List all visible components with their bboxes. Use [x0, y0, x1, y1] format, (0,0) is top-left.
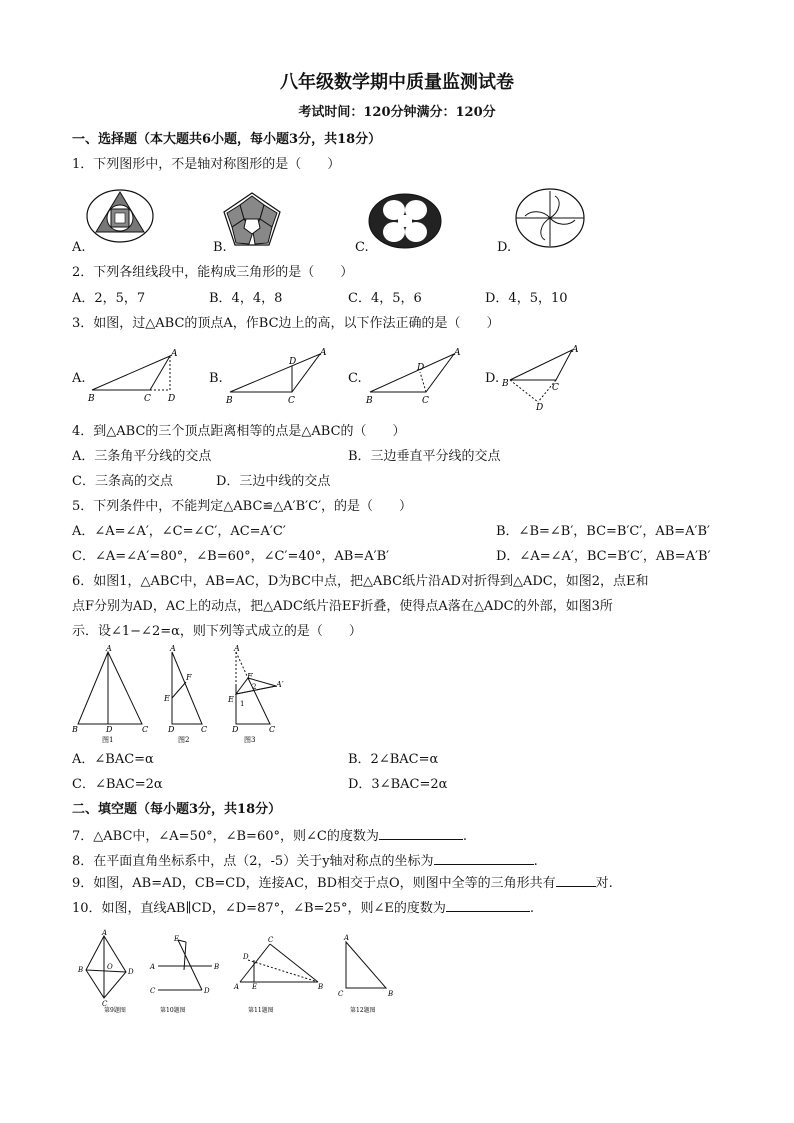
fig3-label-d: D	[232, 725, 239, 734]
fig-q10	[148, 930, 228, 1014]
fig11-label-c: C	[268, 936, 274, 944]
fig9-label-b: B	[78, 966, 84, 974]
q10-stem: 10．如图，直线AB∥CD，∠D=87°，∠B=25°，则∠E的度数为	[72, 901, 446, 916]
fig9-label-c: C	[102, 1000, 108, 1008]
fig12-caption: 第12题图	[350, 1007, 376, 1014]
q3d-label-a: A	[572, 345, 579, 355]
fig2-label-e: E	[164, 694, 170, 703]
q1-figure-a	[85, 188, 155, 244]
q6-opt-c[interactable]: C．∠BAC=2α	[72, 777, 163, 792]
q8-end: .	[533, 854, 538, 869]
q5-stem: 5．下列条件中，不能判定△ABC≌△A′B′C′，的是（ ）	[72, 499, 413, 514]
q1-opt-b[interactable]: B.	[213, 240, 227, 255]
q10	[72, 899, 534, 917]
q7-end: .	[462, 829, 467, 844]
q3a-label-b: B	[88, 394, 95, 404]
fig11-label-a: A	[234, 983, 240, 991]
q3-opt-d[interactable]: D.	[485, 371, 500, 386]
fig11-caption: 第11题图	[248, 1007, 274, 1014]
q6-line2: 点F分别为AD，AC上的动点，把△ADC纸片沿EF折叠，使得点A落在△ADC的外部，如图3所	[72, 599, 613, 614]
q1-figure-d	[515, 188, 585, 248]
fig11-label-b: B	[318, 983, 324, 991]
q3-opt-b[interactable]: B.	[209, 371, 223, 386]
fig10-caption: 第10题图	[160, 1007, 186, 1014]
q3-opt-a[interactable]: A.	[72, 371, 86, 386]
q9-end: 对.	[595, 876, 613, 891]
fig3-label-f: F	[247, 672, 253, 681]
fig12-label-a: A	[344, 934, 350, 942]
fig1-label-d: D	[106, 725, 113, 734]
q1-opt-c[interactable]: C.	[355, 240, 369, 255]
q8-stem: 8．在平面直角坐标系中，点（2，-5）关于y轴对称点的坐标为	[72, 854, 434, 869]
q3-opt-c[interactable]: C.	[348, 371, 362, 386]
q2-opt-d[interactable]: D．4，5，10	[485, 291, 568, 306]
fig10-label-a: A	[150, 963, 156, 971]
q9-stem: 9．如图，AB=AD，CB=CD，连接AC，BD相交于点O，则图中全等的三角形共有	[72, 876, 556, 891]
q3b-label-b: B	[226, 396, 233, 406]
q5-opt-a[interactable]: A．∠A=∠A′，∠C=∠C′，AC=A′C′	[72, 524, 286, 539]
q1-stem: 1．下列图形中，不是轴对称图形的是（ ）	[72, 157, 341, 172]
q6-opt-a[interactable]: A．∠BAC=α	[72, 752, 154, 767]
q3b-label-d: D	[289, 357, 297, 367]
exam-info: 考试时间：120分钟满分：120分	[298, 105, 496, 120]
q4-stem: 4．到△ABC的三个顶点距离相等的点是△ABC的（ ）	[72, 424, 406, 439]
q7-stem: 7．△ABC中，∠A=50°，∠B=60°，则∠C的度数为	[72, 829, 379, 844]
page-title: 八年级数学期中质量监测试卷	[280, 72, 514, 93]
fig2-label-f: F	[186, 673, 192, 682]
q3-stem: 3．如图，过△ABC的顶点A，作BC边上的高，以下作法正确的是（ ）	[72, 316, 500, 331]
q8-answer-blank[interactable]	[434, 852, 534, 865]
q6-line3: 示．设∠1−∠2=α，则下列等式成立的是（ ）	[72, 624, 362, 639]
q10-answer-blank[interactable]	[446, 899, 530, 912]
fig3-label-c: C	[269, 725, 276, 734]
fig10-label-c: C	[150, 987, 156, 995]
q6-figure2	[158, 646, 212, 744]
q9	[72, 874, 613, 892]
q2-opt-c[interactable]: C．4，5，6	[348, 291, 422, 306]
fig9-label-o: O	[107, 963, 113, 971]
fig2-label-d: D	[168, 725, 175, 734]
fig11-label-e: E	[252, 983, 258, 991]
q3c-label-a: A	[454, 348, 461, 358]
q3-figure-a	[84, 346, 184, 406]
q7	[72, 827, 467, 845]
fig3-label-e: E	[228, 695, 234, 704]
q3d-label-d: D	[536, 403, 544, 413]
q1-figure-b	[220, 190, 284, 250]
fig3-caption: 图3	[244, 736, 256, 744]
q9-answer-blank[interactable]	[556, 874, 596, 887]
q5-opt-c[interactable]: C．∠A=∠A′=80°，∠B=60°，∠C′=40°，AB=A′B′	[72, 549, 390, 564]
q1-opt-a[interactable]: A.	[72, 240, 86, 255]
q2-stem: 2．下列各组线段中，能构成三角形的是（ ）	[72, 265, 354, 280]
q4-opt-c[interactable]: C．三条高的交点	[72, 474, 173, 489]
q3d-label-b: B	[502, 379, 509, 389]
q3-figure-d	[500, 344, 600, 414]
q1-figure-c	[368, 193, 442, 249]
q3c-label-c: C	[422, 396, 429, 406]
fig3-angle1: 1	[240, 700, 245, 708]
q6-figure1	[70, 646, 154, 744]
q3c-label-b: B	[366, 396, 373, 406]
q2-opt-b[interactable]: B．4，4，8	[209, 291, 283, 306]
fig10-label-b: B	[214, 963, 220, 971]
fig3-label-a-prime: A′	[276, 680, 284, 689]
fig2-caption: 图2	[178, 736, 190, 744]
fig2-label-a: A	[170, 644, 176, 653]
q7-answer-blank[interactable]	[379, 827, 463, 840]
fig10-label-e: E	[174, 935, 180, 943]
fig12-label-b: B	[388, 990, 394, 998]
fig3-angle2: 2	[252, 683, 257, 691]
q3-figure-b	[222, 344, 332, 408]
q3-figure-c	[362, 344, 472, 408]
fig11-label-d: D	[243, 953, 249, 961]
q1-opt-d[interactable]: D.	[497, 240, 512, 255]
q4-opt-d[interactable]: D．三边中线的交点	[216, 474, 331, 489]
q4-opt-b[interactable]: B．三边垂直平分线的交点	[348, 449, 501, 464]
q6-line1: 6．如图1，△ABC中，AB=AC，D为BC中点，把△ABC纸片沿AD对折得到△ADC，如图2，点E和	[72, 574, 649, 589]
fig9-caption: 第9题图	[104, 1007, 126, 1014]
q3a-label-a: A	[171, 349, 178, 359]
fig2-label-c: C	[201, 725, 208, 734]
fig10-label-d: D	[204, 987, 210, 995]
section2-heading: 二、填空题（每小题3分，共18分）	[72, 802, 282, 817]
q5-opt-d[interactable]: D．∠A=∠A′，BC=B′C′，AB=A′B′	[496, 549, 711, 564]
fig12-label-c: C	[338, 990, 344, 998]
fig-q12	[332, 930, 408, 1014]
q2-opt-a[interactable]: A．2，5，7	[72, 291, 146, 306]
section1-heading: 一、选择题（本大题共6小题，每小题3分，共18分）	[72, 132, 382, 147]
fig1-label-b: B	[72, 725, 78, 734]
q8	[72, 852, 538, 870]
fig-q11	[232, 930, 328, 1014]
fig9-label-a: A	[102, 929, 108, 937]
q6-opt-b[interactable]: B．2∠BAC=α	[348, 752, 439, 767]
q6-figure3	[226, 646, 294, 744]
q3a-label-c: C	[144, 394, 151, 404]
fig1-label-c: C	[142, 725, 149, 734]
fig9-label-d: D	[128, 968, 134, 976]
q3d-label-c: C	[552, 383, 559, 393]
q4-opt-a[interactable]: A．三条角平分线的交点	[72, 449, 212, 464]
q10-end: .	[529, 901, 535, 916]
fig1-caption: 图1	[102, 736, 114, 744]
q3b-label-c: C	[288, 396, 295, 406]
fig1-label-a: A	[106, 644, 112, 653]
fig-q9	[76, 930, 146, 1014]
q3a-label-d: D	[168, 394, 176, 404]
fig3-label-a: A	[234, 644, 240, 653]
q3b-label-a: A	[320, 348, 327, 358]
q5-opt-b[interactable]: B．∠B=∠B′，BC=B′C′，AB=A′B′	[496, 524, 711, 539]
q3c-label-d: D	[417, 363, 425, 373]
q6-opt-d[interactable]: D．3∠BAC=2α	[348, 777, 448, 792]
